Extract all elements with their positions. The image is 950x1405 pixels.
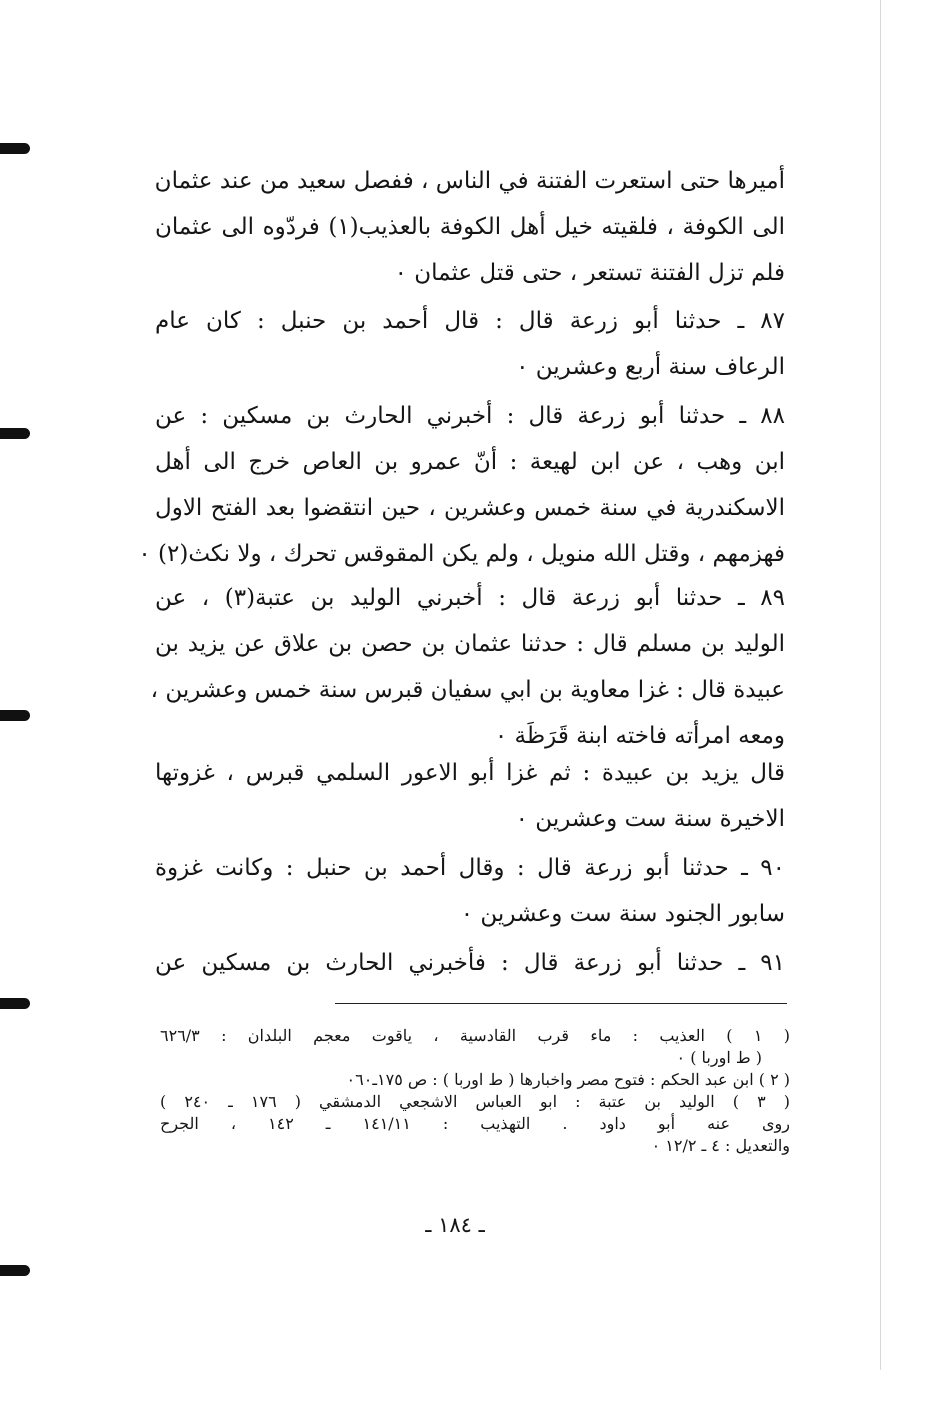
binding-mark: [0, 1265, 30, 1276]
paragraph-yazid: [155, 750, 785, 842]
text-line: عبيدة قال : غزا معاوية بن ابي سفيان قبرس سنة خمس وعشرين ،: [150, 677, 785, 703]
text-line: فلم تزل الفتنة تستعر ، حتى قتل عثمان ٠: [394, 260, 785, 286]
binding-mark: [0, 710, 30, 721]
text-line: الاخيرة سنة ست وعشرين ٠: [515, 806, 785, 832]
text-line: ٨٩ ـ حدثنا أبو زرعة قال : أخبرني الوليد بن عتبة(٣) ، عن: [155, 585, 785, 611]
text-line: الرعاف سنة أربع وعشرين ٠: [516, 354, 785, 380]
paragraph-88: [138, 393, 785, 577]
paragraph-1: [155, 158, 785, 296]
binding-mark: [0, 143, 30, 154]
paragraph-89: [150, 575, 785, 759]
footnotes: [160, 1025, 790, 1157]
text-line: ابن وهب ، عن ابن لهيعة : أنّ عمرو بن العاص خرج الى أهل: [155, 449, 785, 475]
footnote-separator: [335, 1003, 787, 1004]
text-line: فهزمهم ، وقتل الله منويل ، ولم يكن المقوقس تحرك ، ولا نكث(٢) ٠: [138, 541, 785, 567]
text-line: قال يزيد بن عبيدة : ثم غزا أبو الاعور السلمي قبرس ، غزوتها: [155, 760, 785, 786]
footnote-line: والتعديل : ٤ ـ ١٢/٢ ٠: [651, 1136, 790, 1155]
paragraph-91: [155, 940, 785, 986]
footnote-line: ( ٣ ) الوليد بن عتبة : ابو العباس الاشجعي الدمشقي ( ١٧٦ ـ ٢٤٠ ): [160, 1092, 791, 1111]
text-line: ٨٧ ـ حدثنا أبو زرعة قال : قال أحمد بن حنبل : كان عام: [155, 308, 785, 334]
page-number: ـ ١٨٤ ـ: [425, 1213, 485, 1237]
footnote-line: روى عنه أبو داود . التهذيب : ١٤١/١١ ـ ١٤٢ ، الجرح: [160, 1114, 791, 1133]
text-line: الى الكوفة ، فلقيته خيل أهل الكوفة بالعذيب(١) فردّوه الى عثمان: [155, 214, 785, 240]
footnote-line: ( ٢ ) ابن عبد الحكم : فتوح مصر واخبارها ( ط اوربا ) : ص ١٧٥ـ٠٦٠: [346, 1070, 790, 1089]
binding-mark: [0, 998, 30, 1009]
text-line: ٩١ ـ حدثنا أبو زرعة قال : فأخبرني الحارث بن مسكين عن: [155, 950, 785, 976]
paragraph-90: [155, 845, 785, 937]
text-line: ومعه امرأته فاخته ابنة قَرَظَة ٠: [494, 723, 785, 749]
text-line: ٩٠ ـ حدثنا أبو زرعة قال : وقال أحمد بن حنبل : وكانت غزوة: [155, 855, 785, 881]
binding-mark: [0, 428, 30, 439]
footnote-line: ( ط اوربا ) ٠: [676, 1048, 762, 1067]
text-line: ٨٨ ـ حدثنا أبو زرعة قال : أخبرني الحارث بن مسكين : عن: [155, 403, 785, 429]
paragraph-87: [155, 298, 785, 390]
page-edge-rule: [880, 0, 881, 1370]
text-line: الاسكندرية في سنة خمس وعشرين ، حين انتقضوا بعد الفتح الاول: [155, 495, 785, 521]
footnote-line: ( ١ ) العذيب : ماء قرب القادسية ، ياقوت معجم البلدان : ٦٢٦/٣: [160, 1026, 791, 1045]
text-line: سابور الجنود سنة ست وعشرين ٠: [460, 901, 785, 927]
text-line: أميرها حتى استعرت الفتنة في الناس ، ففصل سعيد من عند عثمان: [154, 168, 785, 194]
text-line: الوليد بن مسلم قال : حدثنا عثمان بن حصن بن علاق عن يزيد بن: [155, 631, 785, 657]
